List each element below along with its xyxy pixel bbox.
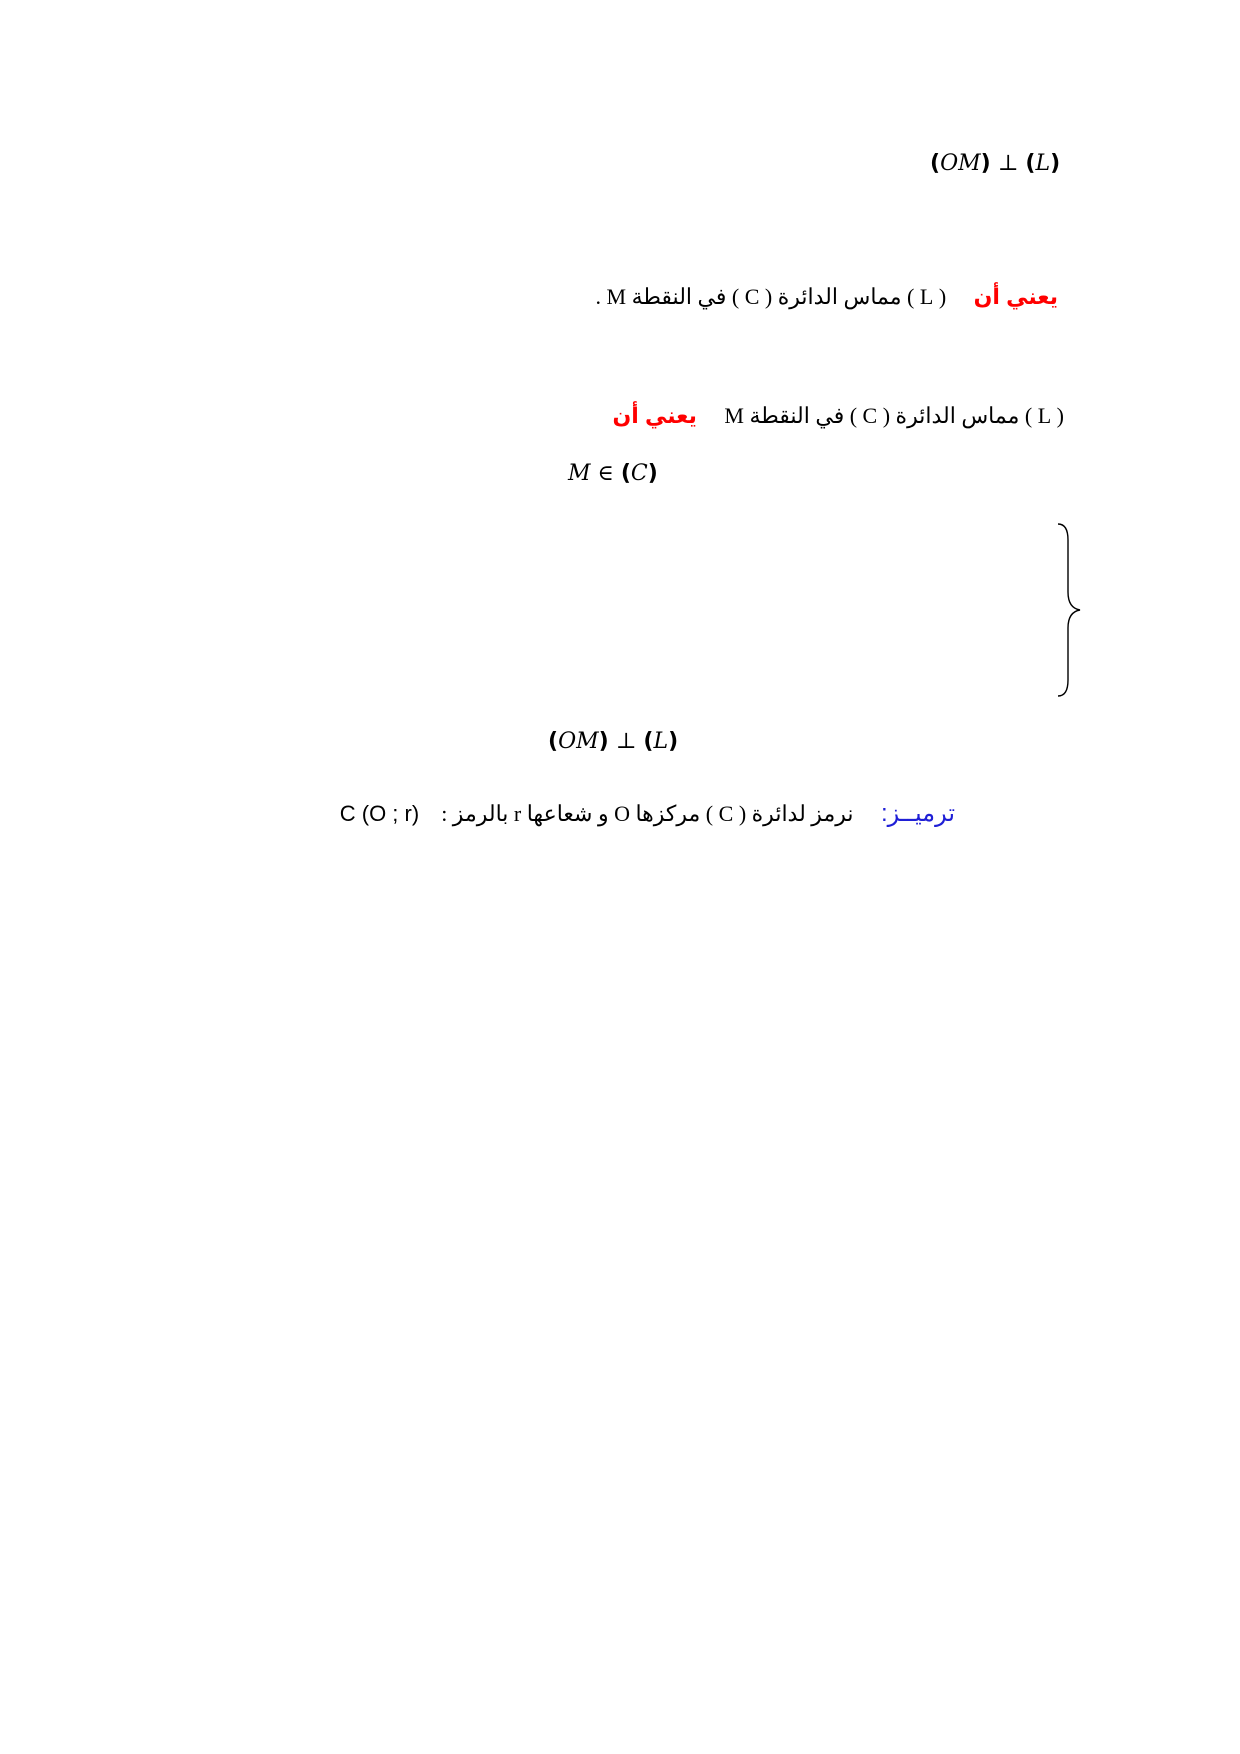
notation-text: نرمز لدائرة ( C ) مركزها O و شعاعها r بالرمز : (441, 801, 854, 826)
var-om: OM (940, 151, 981, 176)
perpendicular-formula-top (930, 150, 1060, 178)
var-om: OM (558, 729, 599, 754)
var-c: C (630, 461, 648, 486)
keyword-means: يعني أن (612, 403, 697, 428)
membership-formula (568, 460, 658, 488)
element-of-symbol: ∈ (597, 461, 614, 486)
paren-close: ) (980, 151, 991, 176)
notation-label: ترميــز: (881, 800, 955, 827)
var-l: L (653, 729, 669, 754)
tangent-statement: ( L ) مماس الدائرة ( C ) في النقطة M (724, 403, 1064, 428)
paren-open: ( (1025, 151, 1036, 176)
paren-close: ) (668, 729, 679, 754)
right-curly-brace (1050, 520, 1090, 700)
perpendicular-symbol: ⊥ (615, 729, 637, 754)
tangent-statement: ( L ) مماس الدائرة ( C ) في النقطة M . (595, 284, 947, 309)
definition-line-1 (596, 283, 1058, 311)
perpendicular-formula-bottom (548, 728, 678, 756)
paren-open: ( (930, 151, 941, 176)
circle-notation: C (O ; r) (339, 801, 420, 826)
paren-open: ( (548, 729, 559, 754)
perpendicular-symbol: ⊥ (997, 151, 1019, 176)
paren-open: ( (620, 461, 631, 486)
notation-line (340, 800, 955, 828)
brace-icon (1050, 520, 1090, 700)
paren-open: ( (643, 729, 654, 754)
paren-close: ) (598, 729, 609, 754)
paren-close: ) (1050, 151, 1061, 176)
keyword-means: يعني أن (973, 284, 1058, 309)
var-l: L (1035, 151, 1051, 176)
paren-close: ) (647, 461, 658, 486)
var-m: M (568, 461, 591, 486)
definition-line-2 (613, 402, 1064, 430)
